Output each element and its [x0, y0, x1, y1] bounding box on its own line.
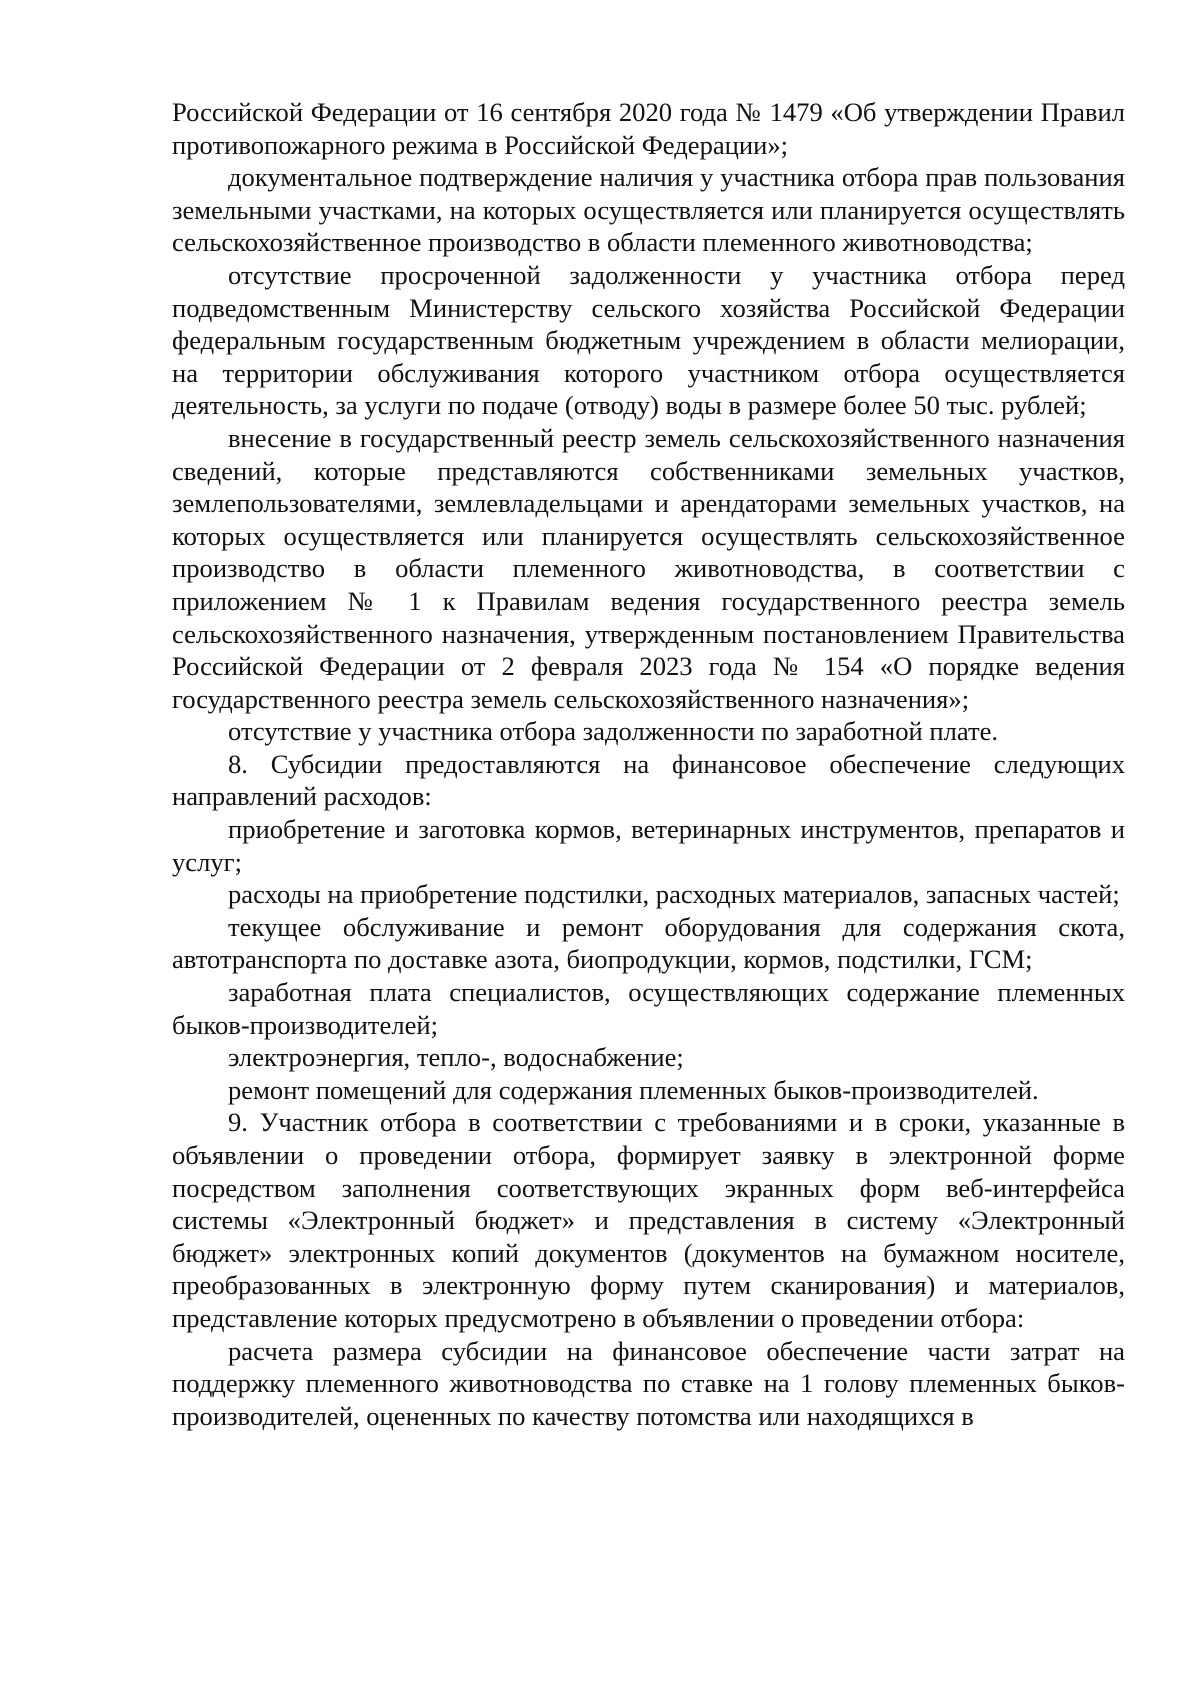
- paragraph-feed-vet: приобретение и заготовка кормов, ветеринарных инструментов, препаратов и услуг;: [172, 814, 1125, 877]
- paragraph-salary: заработная плата специалистов, осуществляющих содержание племенных быков-производителей;: [172, 977, 1125, 1040]
- paragraph-section-8: 8. Субсидии предоставляются на финансовое обеспечение следующих направлений расходов:: [172, 748, 1125, 812]
- paragraph-repairs: ремонт помещений для содержания племенных быков-производителей.: [228, 1074, 1039, 1105]
- paragraph-section-9: 9. Участник отбора в соответствии с требованиями и в сроки, указанные в объявлении о проведении отбора, формирует заявку в электронной форме посредством заполнения соответствующих экранных форм веб-интерфейса системы «Электронный бюджет» и представления в систему «Электронный бюджет» электронных копий документов (документов на бумажном носителе, преобразованных в электронную форму путем сканирования) и материалов, представление которых предусмотрено в объявлении о проведении отбора:: [172, 1107, 1125, 1333]
- paragraph-utilities: электроэнергия, тепло-, водоснабжение;: [228, 1042, 684, 1073]
- paragraph-no-overdue-debt: отсутствие просроченной задолженности у участника отбора перед подведомственным Министерству сельского хозяйства Российской Федерации федеральным государственным бюджетным учреждением в области мелиорации, на территории обслуживания которого участником отбора осуществляется деятельность, за услуги по подаче (отводу) воды в размере более 50 тыс. рублей;: [172, 259, 1125, 421]
- paragraph-subsidy-calculation: расчета размера субсидии на финансовое обеспечение части затрат на поддержку племенного животноводства по ставке на 1 голову племенных быков-производителей, оцененных по качеству потомства или находящихся в: [172, 1335, 1125, 1431]
- paragraph-land-registry: внесение в государственный реестр земель сельскохозяйственного назначения сведений, которые представляются собственниками земельных участков, землепользователями, землевладельцами и арендаторами земельных участков, на которых осуществляется или планируется осуществлять сельскохозяйственное производство в области племенного животноводства, в соответствии с приложением № 1 к Правилам ведения государственного реестра земель сельскохозяйственного назначения, утвержденным постановлением Правительства Российской Федерации от 2 февраля 2023 года № 154 «О порядке ведения государственного реестра земель сельскохозяйственного назначения»;: [172, 422, 1125, 714]
- document-body: [172, 96, 1125, 1432]
- paragraph-land-rights: документальное подтверждение наличия у участника отбора прав пользования земельными участками, на которых осуществляется или планируется осуществлять сельскохозяйственное производство в области племенного животноводства;: [172, 162, 1125, 258]
- paragraph-continuation: Российской Федерации от 16 сентября 2020 года № 1479 «Об утверждении Правил противопожарного режима в Российской Федерации»;: [172, 97, 1125, 160]
- paragraph-maintenance: текущее обслуживание и ремонт оборудования для содержания скота, автотранспорта по доставке азота, биопродукции, кормов, подстилки, ГСМ;: [172, 911, 1125, 975]
- paragraph-no-wage-debt: отсутствие у участника отбора задолженности по заработной плате.: [228, 716, 999, 747]
- paragraph-bedding-parts: расходы на приобретение подстилки, расходных материалов, запасных частей;: [228, 879, 1120, 910]
